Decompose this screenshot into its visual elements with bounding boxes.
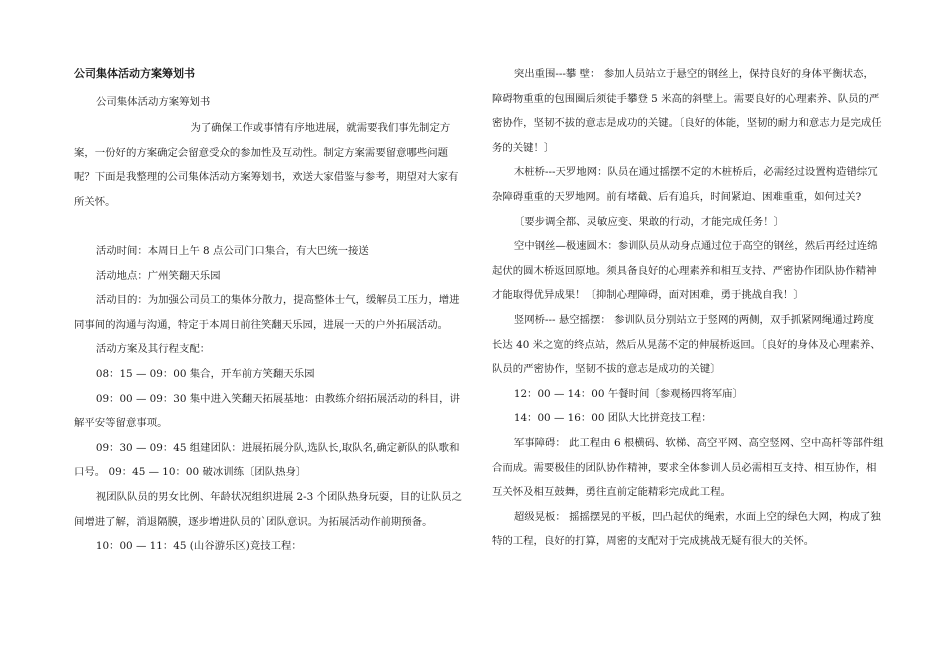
document-subtitle: 公司集体活动方案筹划书 (96, 96, 211, 108)
activity-item: 突出重围---攀 壁： 参加人员站立于悬空的钢丝上，保持良好的身体平衡状态，障碍物重重的包围圈后须徒手攀登 5 米高的斜壁上。需要良好的心理素养、队员的严密协作，坚韧不拔的意志是成功的关键。〔良好的体能，坚韧的耐力和意志力是完成任务的关键！〕 (492, 68, 882, 154)
activity-item: 超级晃板： 摇摇摆晃的平板，凹凸起伏的绳索，水面上空的绿色大网，构成了独特的工程，良好的打算，周密的支配对于完成挑战无疑有很大的关怀。 (492, 510, 881, 548)
schedule-item: 09：30 — 09：45 组建团队：进展拓展分队,选队长,取队名,确定新队的队歌和口号。 09：45 — 10：00 破冰训练〔团队热身〕 (74, 441, 460, 479)
right-column (492, 62, 884, 554)
schedule-item: 14：00 — 16：00 团队大比拼竞技工程： (513, 412, 712, 425)
activity-time: 活动时间：本周日上午 8 点公司门口集合，有大巴统一接送 (95, 244, 369, 257)
schedule-item: 08：15 — 09：00 集合，开车前方笑翻天乐园 (95, 367, 315, 380)
activity-item: 竖网桥--- 悬空摇摆： 参训队员分别站立于竖网的两侧，双手抓紧网绳通过跨度长达 40 米之宽的终点站，然后从晃荡不定的伸展桥返回。〔良好的身体及心理素养、队员的严密协作，坚韧不拔的意志是成功的关键〕 (492, 313, 881, 376)
schedule-heading: 活动方案及其行程支配： (95, 343, 211, 356)
activity-item: 木桩桥---天罗地网：队员在通过摇摆不定的木桩桥后，必需经过设置构造错综冗杂障碍重重的天罗地网。前有堵截、后有追兵，时间紧迫、困难重重，如何过关? (492, 166, 878, 203)
warmup-description: 视团队队员的男女比例、年龄状况组织进展 2-3 个团队热身玩耍，目的让队员之间增进了解，消退隔膜，逐步增进队员的`团队意识。为拓展活动作前期预备。 (74, 490, 463, 528)
document-title: 公司集体活动方案筹划书 (74, 67, 195, 80)
activity-item: 空中钢丝—极速圆木：参训队员从动身点通过位于高空的钢丝，然后再经过连绵起伏的圆木桥返回原地。须具备良好的心理素养和相互支持、严密协作团队协作精神才能取得优异成果！〔抑制心理障碍，面对困难，勇于挑战自我！〕 (492, 240, 878, 302)
left-column (74, 116, 468, 559)
activity-note: 〔要步调全都、灵敏应变、果敢的行动，才能完成任务！〕 (513, 215, 784, 228)
schedule-item: 09：00 — 09：30 集中进入笑翻天拓展基地：由教练介绍拓展活动的科目，讲解平安等留意事项。 (74, 392, 460, 430)
schedule-item: 10：00 — 11：45 (山谷游乐区)竞技工程： (95, 540, 302, 553)
activity-purpose: 活动目的：为加强公司员工的集体分散力，提高整体士气，缓解员工压力，增进同事间的沟通与沟通，特定于本周日前往笑翻天乐园，进展一天的户外拓展活动。 (74, 294, 460, 331)
intro-paragraph: 为了确保工作或事情有序地进展，就需要我们事先制定方案，一份好的方案确定会留意受众的参加性及互动性。制定方案需要留意哪些问题呢？下面是我整理的公司集体活动方案筹划书，欢送大家借鉴与参考，期望对大家有所关怀。 (74, 122, 459, 208)
activity-item: 军事障碍： 此工程由 6 根横码、软梯、高空平网、高空竖网、空中高杆等部件组合而成。需要极佳的团队协作精神，要求全体参训人员必需相互支持、相互协作，相互关怀及相互鼓舞，勇往直前定能精彩完成此工程。 (492, 436, 884, 499)
activity-location: 活动地点：广州笑翻天乐园 (95, 269, 221, 282)
schedule-item: 12：00 — 14：00 午餐时间〔参观杨四将军庙〕 (513, 387, 743, 400)
